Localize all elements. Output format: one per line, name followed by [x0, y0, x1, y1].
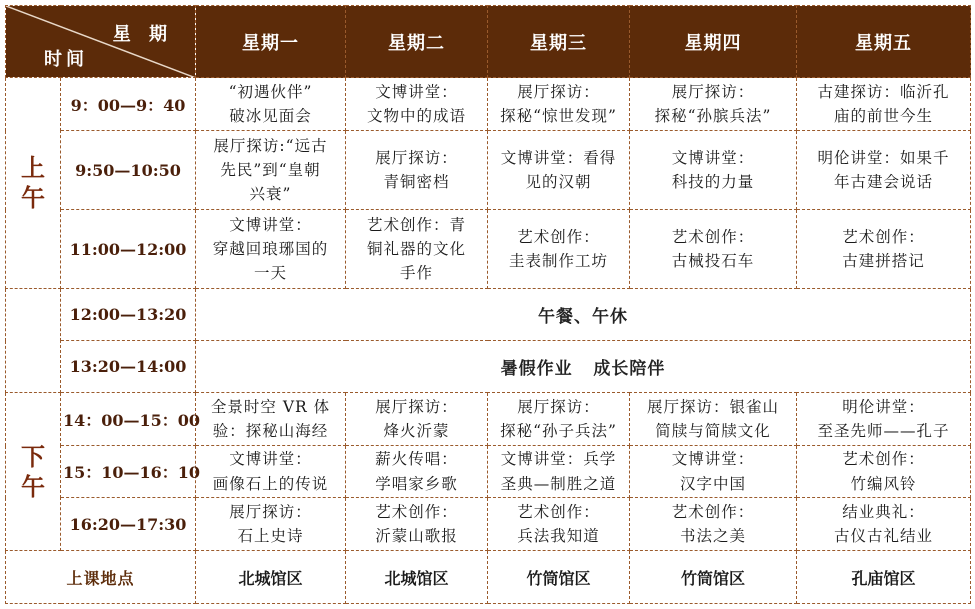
period-noon [6, 289, 61, 393]
table-row [6, 210, 971, 289]
activity-cell: 薪火传唱： 学唱家乡歌 [346, 446, 488, 498]
activity-cell: 明伦讲堂：如果千 年古建会说话 [797, 131, 971, 210]
location-cell: 竹筒馆区 [630, 551, 797, 604]
homework-cell: 暑假作业 成长陪伴 [196, 341, 971, 393]
activity-cell: 展厅探访:“远古 先民”到“皇朝 兴衰” [196, 131, 346, 210]
table-row [6, 498, 971, 551]
activity-cell: 展厅探访： 石上史诗 [196, 498, 346, 551]
activity-cell: 展厅探访： 探秘“孙膑兵法” [630, 78, 797, 131]
period-afternoon: 下 午 [6, 393, 61, 551]
activity-cell: 展厅探访： 青铜密档 [346, 131, 488, 210]
activity-cell: 结业典礼： 古仪古礼结业 [797, 498, 971, 551]
activity-cell: 文博讲堂： 文物中的成语 [346, 78, 488, 131]
activity-cell: 文博讲堂：兵学 圣典—制胜之道 [488, 446, 630, 498]
corner-weekday-label: 星 期 [112, 24, 173, 45]
header-row [6, 6, 971, 78]
activity-cell: 艺术创作：青 铜礼器的文化 手作 [346, 210, 488, 289]
location-cell: 北城馆区 [346, 551, 488, 604]
time-slot: 9:50—10:50 [61, 131, 196, 210]
table-row [6, 289, 971, 341]
day-header: 星期四 [630, 6, 797, 78]
day-header: 星期二 [346, 6, 488, 78]
day-header: 星期一 [196, 6, 346, 78]
table-row [6, 78, 971, 131]
activity-cell: 展厅探访： 探秘“孙子兵法” [488, 393, 630, 446]
activity-cell: 明伦讲堂： 至圣先师——孔子 [797, 393, 971, 446]
corner-cell [6, 6, 196, 78]
time-slot: 13:20—14:00 [61, 341, 196, 393]
activity-cell: 文博讲堂： 穿越回琅琊国的 一天 [196, 210, 346, 289]
activity-cell: 全景时空 VR 体 验：探秘山海经 [196, 393, 346, 446]
activity-cell: 文博讲堂： 科技的力量 [630, 131, 797, 210]
activity-cell: “初遇伙伴” 破冰见面会 [196, 78, 346, 131]
time-slot: 14：00—15：00 [61, 393, 196, 446]
table-row [6, 131, 971, 210]
activity-cell: 文博讲堂：看得 见的汉朝 [488, 131, 630, 210]
activity-cell: 艺术创作： 沂蒙山歌报 [346, 498, 488, 551]
location-cell: 北城馆区 [196, 551, 346, 604]
time-slot: 12:00—13:20 [61, 289, 196, 341]
table-row [6, 446, 971, 498]
activity-cell: 艺术创作： 竹编风铃 [797, 446, 971, 498]
day-header: 星期三 [488, 6, 630, 78]
activity-cell: 艺术创作： 古械投石车 [630, 210, 797, 289]
table-row [6, 341, 971, 393]
location-row [6, 551, 971, 604]
time-slot: 15：10—16：10 [61, 446, 196, 498]
time-slot: 16:20—17:30 [61, 498, 196, 551]
location-label: 上课地点 [6, 551, 196, 604]
location-cell: 竹筒馆区 [488, 551, 630, 604]
time-slot: 9：00—9：40 [61, 78, 196, 131]
time-slot: 11:00—12:00 [61, 210, 196, 289]
period-morning: 上 午 [6, 78, 61, 289]
corner-time-label: 时间 [44, 49, 88, 70]
location-cell: 孔庙馆区 [797, 551, 971, 604]
schedule-table [5, 5, 971, 604]
table-row [6, 393, 971, 446]
activity-cell: 文博讲堂： 汉字中国 [630, 446, 797, 498]
activity-cell: 展厅探访： 探秘“惊世发现” [488, 78, 630, 131]
activity-cell: 艺术创作： 书法之美 [630, 498, 797, 551]
activity-cell: 展厅探访：银雀山 简牍与简牍文化 [630, 393, 797, 446]
activity-cell: 艺术创作： 兵法我知道 [488, 498, 630, 551]
lunch-break-cell: 午餐、午休 [196, 289, 971, 341]
activity-cell: 古建探访：临沂孔 庙的前世今生 [797, 78, 971, 131]
activity-cell: 艺术创作： 圭表制作工坊 [488, 210, 630, 289]
day-header: 星期五 [797, 6, 971, 78]
activity-cell: 艺术创作： 古建拼搭记 [797, 210, 971, 289]
activity-cell: 展厅探访： 烽火沂蒙 [346, 393, 488, 446]
activity-cell: 文博讲堂： 画像石上的传说 [196, 446, 346, 498]
